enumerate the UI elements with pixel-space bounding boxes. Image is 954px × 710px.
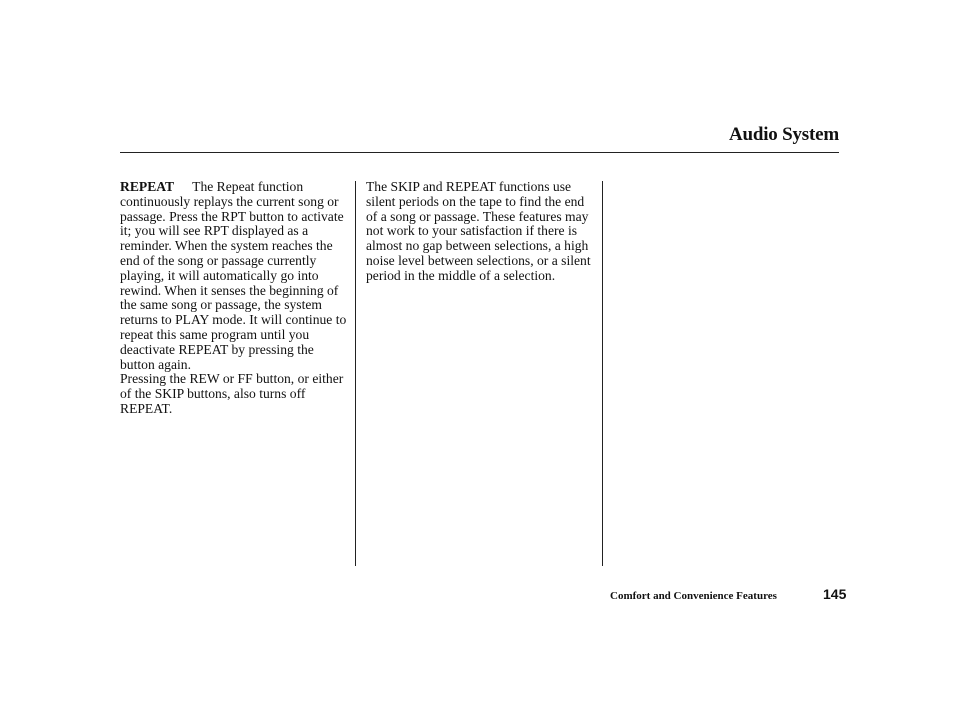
page-number: 145 bbox=[823, 586, 847, 602]
title-divider bbox=[120, 152, 839, 153]
repeat-off-paragraph: Pressing the REW or FF button, or either of the SKIP buttons, also turns off REPEAT. bbox=[120, 371, 344, 416]
text-column-middle bbox=[366, 180, 596, 284]
repeat-description: The Repeat function continuously replays the current song or passage. Press the RPT button to activate it; you will see RPT displayed as a reminder. When the system reaches the end of the song or passage currently playing, it will automatically go into rewind. When it senses the beginning of the same song or passage, the system returns to PLAY mode. It will continue to repeat this same program until you deactivate REPEAT by pressing the button again. bbox=[120, 179, 347, 372]
repeat-paragraph bbox=[120, 180, 350, 372]
footer-section-title: Comfort and Convenience Features bbox=[610, 590, 777, 602]
column-divider-left bbox=[355, 181, 356, 566]
page-title: Audio System bbox=[728, 124, 839, 145]
text-column-left bbox=[120, 180, 350, 417]
column-divider-right bbox=[602, 181, 603, 566]
repeat-term: REPEAT bbox=[120, 179, 175, 194]
skip-repeat-paragraph: The SKIP and REPEAT functions use silent periods on the tape to find the end of a song or passage. These features may not work to your satisfaction if there is almost no gap between selections, a high noise level between selections, or a silent period in the middle of a selection. bbox=[366, 179, 591, 283]
